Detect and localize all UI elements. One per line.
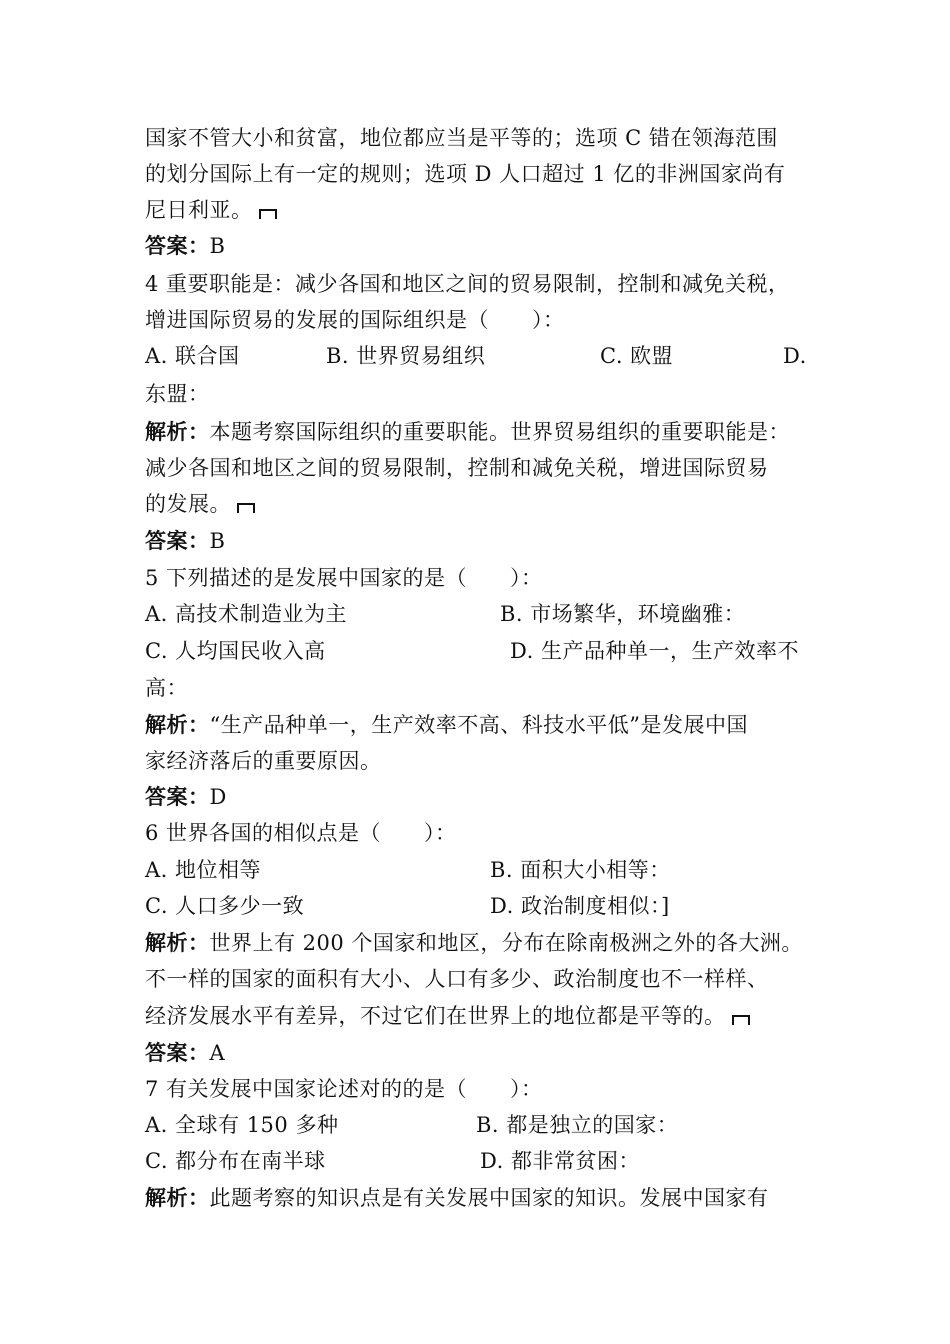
option-a: A. 联合国 [145, 344, 240, 368]
question-7: 7 有关发展中国家论述对的的是（ ）： [145, 1077, 543, 1101]
option-b: B. 面积大小相等： [490, 858, 671, 882]
option-d: D. 政治制度相似：] [490, 894, 670, 918]
option-a: A. 全球有 150 多种 [145, 1113, 339, 1137]
option-a: A. 地位相等 [145, 858, 262, 882]
text-line: 尼日利亚。 [145, 196, 277, 224]
question-5: 5 下列描述的是发展中国家的是（ ）： [145, 566, 543, 590]
text-line: 不一样的国家的面积有大小、人口有多少、政治制度也不一样样、 [145, 967, 769, 991]
bracket-mark-icon [259, 209, 277, 219]
bracket-mark-icon [732, 1015, 750, 1025]
explanation-7: 解析：此题考察的知识点是有关发展中国家的知识。发展中国家有 [145, 1185, 769, 1210]
option-c: C. 都分布在南半球 [145, 1149, 326, 1173]
option-d-cont: 东盟： [145, 382, 210, 406]
question-6: 6 世界各国的相似点是（ ）： [145, 821, 457, 845]
explanation-6: 解析：世界上有 200 个国家和地区，分布在除南极洲之外的各大洲。 [145, 930, 803, 955]
text-line: 的划分国际上有一定的规则；选项 D 人口超过 1 亿的非洲国家尚有 [145, 162, 786, 186]
question-4: 4 重要职能是：减少各国和地区之间的贸易限制，控制和减免关税， [145, 272, 790, 296]
option-d-cont: 高： [145, 676, 188, 700]
option-a: A. 高技术制造业为主 [145, 602, 348, 626]
option-c: C. 人口多少一致 [145, 894, 305, 918]
answer-line: 答案：B [145, 233, 226, 258]
option-d: D. 都非常贫困： [480, 1149, 640, 1173]
text-line: 经济发展水平有差异，不过它们在世界上的地位都是平等的。 [145, 1002, 750, 1030]
option-c: C. 欧盟 [600, 344, 674, 368]
option-c: C. 人均国民收入高 [145, 639, 326, 663]
bracket-mark-icon [237, 503, 255, 513]
option-d: D. 生产品种单一，生产效率不 [510, 639, 799, 663]
explanation-4: 解析：本题考察国际组织的重要职能。世界贸易组织的重要职能是： [145, 419, 790, 444]
text-line: 的发展。 [145, 490, 255, 518]
explanation-5: 解析：“生产品种单一，生产效率不高、科技水平低”是发展中国 [145, 712, 748, 737]
text-line: 家经济落后的重要原因。 [145, 749, 382, 773]
text-line: 减少各国和地区之间的贸易限制，控制和减免关税，增进国际贸易 [145, 456, 769, 480]
option-d: D. [783, 344, 807, 368]
answer-line: 答案：B [145, 528, 226, 553]
question-4-cont: 增进国际贸易的发展的国际组织是（ ）： [145, 308, 565, 332]
option-b: B. 市场繁华，环境幽雅： [500, 602, 746, 626]
answer-line: 答案：A [145, 1040, 226, 1065]
option-b: B. 世界贸易组织 [326, 344, 486, 368]
option-b: B. 都是独立的国家： [476, 1113, 679, 1137]
text-line: 国家不管大小和贫富，地位都应当是平等的；选项 C 错在领海范围 [145, 126, 778, 150]
answer-line: 答案：D [145, 784, 227, 809]
